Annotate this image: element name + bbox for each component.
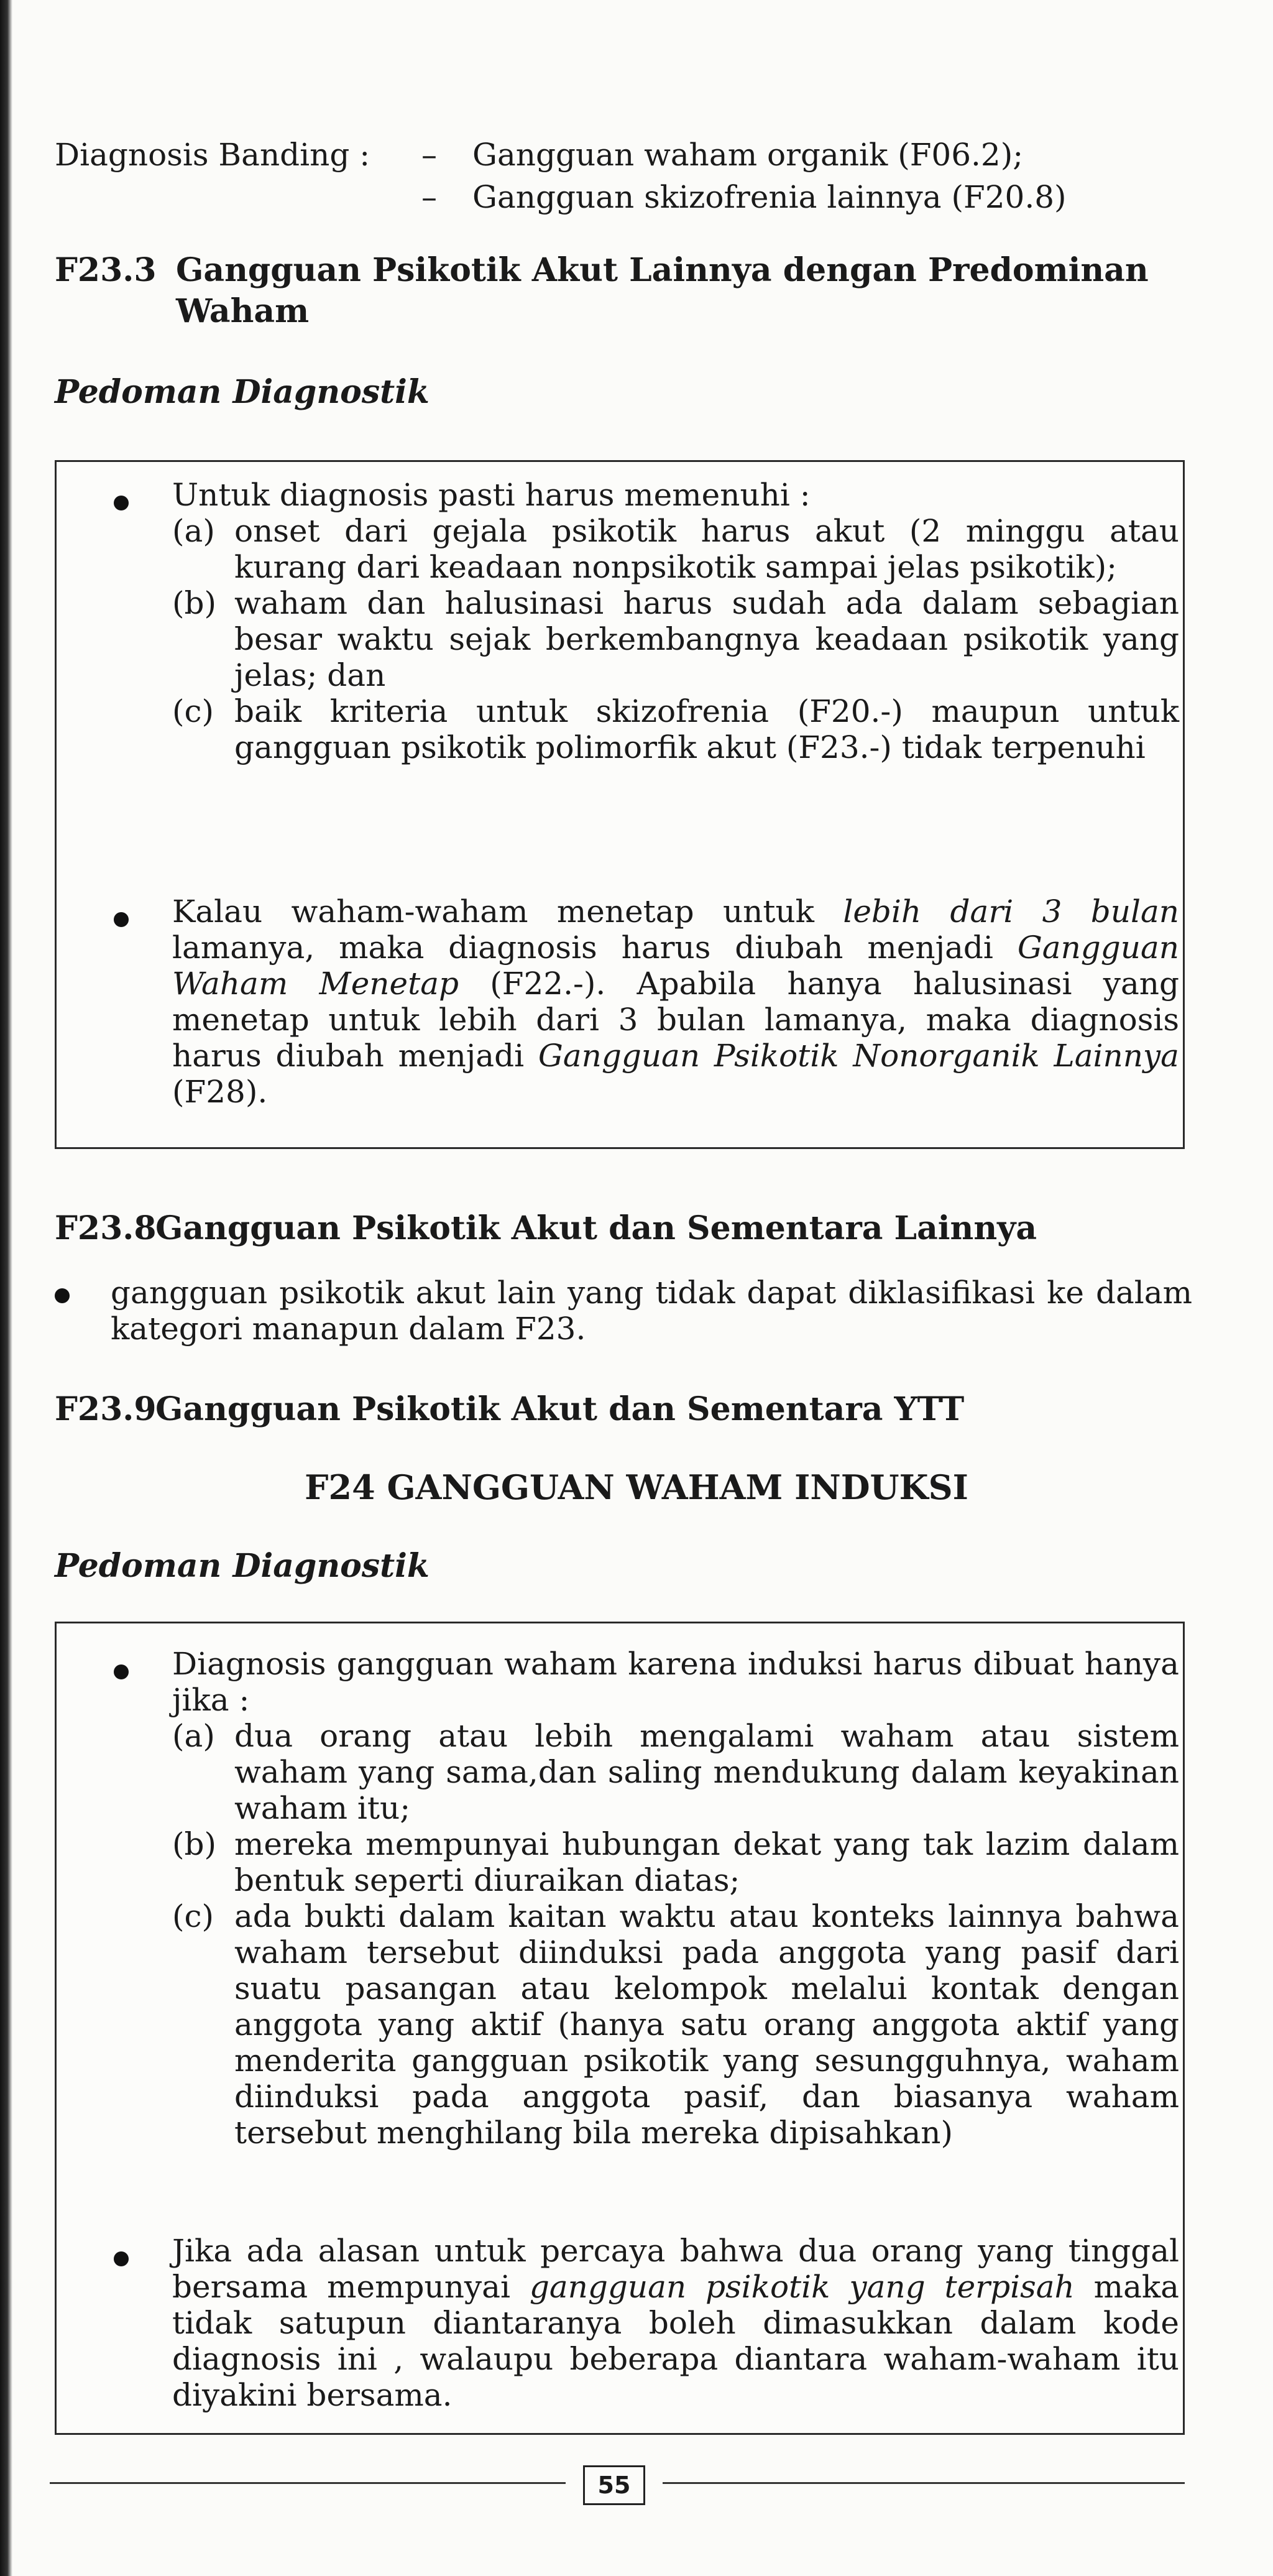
section-title: Gangguan Psikotik Akut Lainnya dengan Predominan (176, 251, 1149, 289)
section-code: F23.9 (55, 1390, 157, 1428)
criterion-item: (a) dua orang atau lebih mengalami waham atau sistem waham yang sama,dan saling mendukung dalam keyakinan waham itu; (172, 1718, 1179, 1826)
section-heading-f23-8 (55, 1208, 1037, 1249)
section-title-continued: Waham (176, 292, 310, 330)
diagnostic-guideline-box (55, 1622, 1185, 2435)
page-number: 55 (583, 2465, 645, 2505)
bullet-intro: Diagnosis gangguan waham karena induksi harus dibuat hanya jika : (172, 1646, 1179, 1718)
footer-rule-right (663, 2482, 1185, 2484)
differential-label: Diagnosis Banding : (55, 137, 370, 173)
section-title: Gangguan Psikotik Akut dan Sementara YTT (155, 1390, 965, 1428)
section-code: F23.3 (55, 251, 157, 289)
bullet-icon (114, 2251, 129, 2266)
diagnostic-guideline-box (55, 460, 1185, 1149)
criterion-item: (c) ada bukti dalam kaitan waktu atau konteks lainnya bahwa waham tersebut diinduksi pada anggota yang pasif dari suatu pasangan atau kelompok melalui kontak dengan anggota yang aktif (hanya satu orang anggota aktif yang menderita gangguan psikotik yang sesungguhnya, waham diinduksi pada anggota pasif, dan biasanya waham tersebut menghilang bila mereka dipisahkan) (172, 1898, 1179, 2151)
differential-item: – Gangguan skizofrenia lainnya (F20.8) (421, 179, 1067, 215)
bullet-icon (114, 912, 129, 927)
section-code: F23.8 (55, 1209, 157, 1247)
guideline-label: Pedoman Diagnostik (55, 373, 430, 411)
section-heading-f23-9 (55, 1389, 964, 1430)
guideline-label: Pedoman Diagnostik (55, 1547, 430, 1585)
criterion-item: (c) baik kriteria untuk skizofrenia (F20.-) maupun untuk gangguan psikotik polimorfik akut (F23.-) tidak terpenuhi (172, 693, 1179, 765)
chapter-title-f24: F24 GANGGUAN WAHAM INDUKSI (305, 1467, 968, 1507)
criterion-item: (b) waham dan halusinasi harus sudah ada dalam sebagian besar waktu sejak berkembangnya keadaan psikotik yang jelas; dan (172, 585, 1179, 693)
bullet-icon (55, 1288, 70, 1303)
criterion-item: (b) mereka mempunyai hubungan dekat yang tak lazim dalam bentuk seperti diuraikan diatas; (172, 1826, 1179, 1898)
bullet-paragraph: gangguan psikotik akut lain yang tidak dapat diklasifikasi ke dalam kategori manapun dalam F23. (111, 1275, 1192, 1347)
section-heading-f23-3 (55, 250, 1149, 332)
bullet-icon (114, 1664, 129, 1679)
criterion-item: (a) onset dari gejala psikotik harus akut (2 minggu atau kurang dari keadaan nonpsikotik sampai jelas psikotik); (172, 513, 1179, 585)
footer-rule-left (50, 2482, 566, 2484)
bullet-icon (114, 496, 129, 510)
differential-item: – Gangguan waham organik (F06.2); (421, 137, 1024, 173)
bullet-intro: Untuk diagnosis pasti harus memenuhi : (172, 477, 811, 513)
section-title: Gangguan Psikotik Akut dan Sementara Lainnya (155, 1209, 1037, 1247)
bullet-paragraph: Jika ada alasan untuk percaya bahwa dua orang yang tinggal bersama mempunyai gangguan psikotik yang terpisah maka tidak satupun diantaranya boleh dimasukkan dalam kode diagnosis ini , walaupu beberapa diantara waham-waham itu diyakini bersama. (172, 2233, 1179, 2413)
bullet-paragraph: Kalau waham-waham menetap untuk lebih dari 3 bulan lamanya, maka diagnosis harus diubah menjadi Gangguan Waham Menetap (F22.-). Apabila hanya halusinasi yang menetap untuk lebih dari 3 bulan lamanya, maka diagnosis harus diubah menjadi Gangguan Psikotik Nonorganik Lainnya (F28). (172, 893, 1179, 1110)
